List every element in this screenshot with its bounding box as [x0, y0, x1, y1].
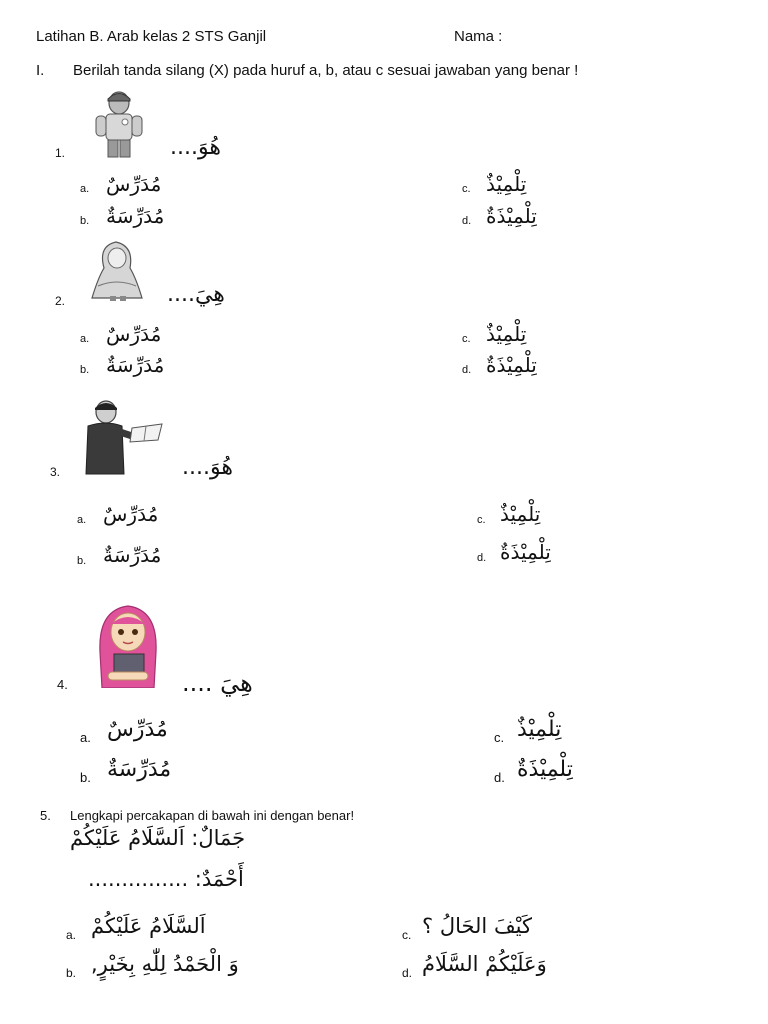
section-number: I. [36, 62, 45, 79]
option-a-text[interactable]: اَلسَّلَامُ عَلَيْكُمْ [91, 914, 206, 938]
dialogue-line-ahmad: أَحْمَدٌ: ............... [88, 867, 244, 891]
option-a-letter[interactable]: a. [66, 928, 77, 942]
question-stem: هُوَ.... [182, 455, 233, 480]
option-d-text[interactable]: تِلْمِيْذَةٌ [517, 757, 573, 782]
option-b-letter[interactable]: b. [80, 364, 90, 376]
man-reading-paper-illustration [82, 398, 166, 478]
question-number: 2. [55, 294, 66, 308]
option-b-text[interactable]: مُدَرِّسَةٌ [103, 543, 162, 567]
option-b-letter[interactable]: b. [80, 215, 90, 227]
option-b-letter[interactable]: b. [77, 555, 87, 567]
option-a-letter[interactable]: a. [80, 730, 91, 745]
question-number: 1. [55, 146, 66, 160]
option-c-text[interactable]: تِلْمِيْذٌ [486, 322, 527, 346]
worksheet-title: Latihan B. Arab kelas 2 STS Ganjil [36, 28, 267, 45]
option-a-text[interactable]: مُدَرِّسٌ [106, 172, 162, 196]
option-a-text[interactable]: مُدَرِّسٌ [106, 322, 162, 346]
option-c-text[interactable]: تِلْمِيْذٌ [486, 172, 527, 196]
question-stem: هِيَ.... [167, 282, 225, 307]
option-c-letter[interactable]: c. [402, 928, 412, 942]
dialogue-line-jamal: جَمَالٌ: اَلسَّلَامُ عَلَيْكُمْ [70, 826, 246, 850]
option-c-text[interactable]: تِلْمِيْذٌ [500, 502, 541, 526]
question-stem: هِيَ .... [182, 669, 253, 697]
boy-with-cap-illustration [90, 90, 148, 158]
option-c-text[interactable]: كَيْفَ الحَالُ ؟ [422, 914, 533, 938]
question-number: 4. [57, 677, 68, 692]
option-d-text[interactable]: وَعَلَيْكُمْ السَّلَامُ [422, 952, 547, 976]
option-d-letter[interactable]: d. [462, 364, 472, 376]
option-b-text[interactable]: مُدَرِّسَةٌ [106, 353, 165, 377]
question-5-instruction: Lengkapi percakapan di bawah ini dengan benar! [70, 808, 355, 823]
option-b-text[interactable]: وَ الْحَمْدُ لِلّٰهِ بِخَيْرٍ, [91, 952, 239, 976]
question-stem: هُوَ.... [170, 135, 221, 160]
option-b-letter[interactable]: b. [80, 770, 91, 785]
option-d-letter[interactable]: d. [477, 552, 487, 564]
girl-with-pink-hijab-illustration [94, 602, 162, 688]
option-d-text[interactable]: تِلْمِيْذَةٌ [486, 353, 537, 377]
option-d-text[interactable]: تِلْمِيْذَةٌ [500, 540, 551, 564]
option-a-letter[interactable]: a. [80, 333, 90, 345]
option-c-letter[interactable]: c. [477, 514, 486, 526]
option-d-letter[interactable]: d. [402, 966, 413, 980]
question-number: 5. [40, 808, 51, 823]
option-c-letter[interactable]: c. [462, 183, 471, 195]
option-b-letter[interactable]: b. [66, 966, 77, 980]
option-b-text[interactable]: مُدَرِّسَةٌ [107, 757, 172, 782]
option-a-letter[interactable]: a. [80, 183, 90, 195]
option-c-text[interactable]: تِلْمِيْذٌ [517, 717, 562, 742]
option-a-text[interactable]: مُدَرِّسٌ [103, 502, 159, 526]
option-d-text[interactable]: تِلْمِيْذَةٌ [486, 204, 537, 228]
option-d-letter[interactable]: d. [462, 215, 472, 227]
option-a-text[interactable]: مُدَرِّسٌ [107, 717, 168, 742]
option-b-text[interactable]: مُدَرِّسَةٌ [106, 204, 165, 228]
option-d-letter[interactable]: d. [494, 770, 505, 785]
option-a-letter[interactable]: a. [77, 514, 87, 526]
option-c-letter[interactable]: c. [494, 730, 505, 745]
name-label: Nama : [454, 28, 503, 45]
woman-with-hijab-illustration [84, 238, 150, 302]
question-number: 3. [50, 465, 61, 479]
option-c-letter[interactable]: c. [462, 333, 471, 345]
instruction-text: Berilah tanda silang (X) pada huruf a, b, atau c sesuai jawaban yang benar ! [73, 62, 579, 79]
